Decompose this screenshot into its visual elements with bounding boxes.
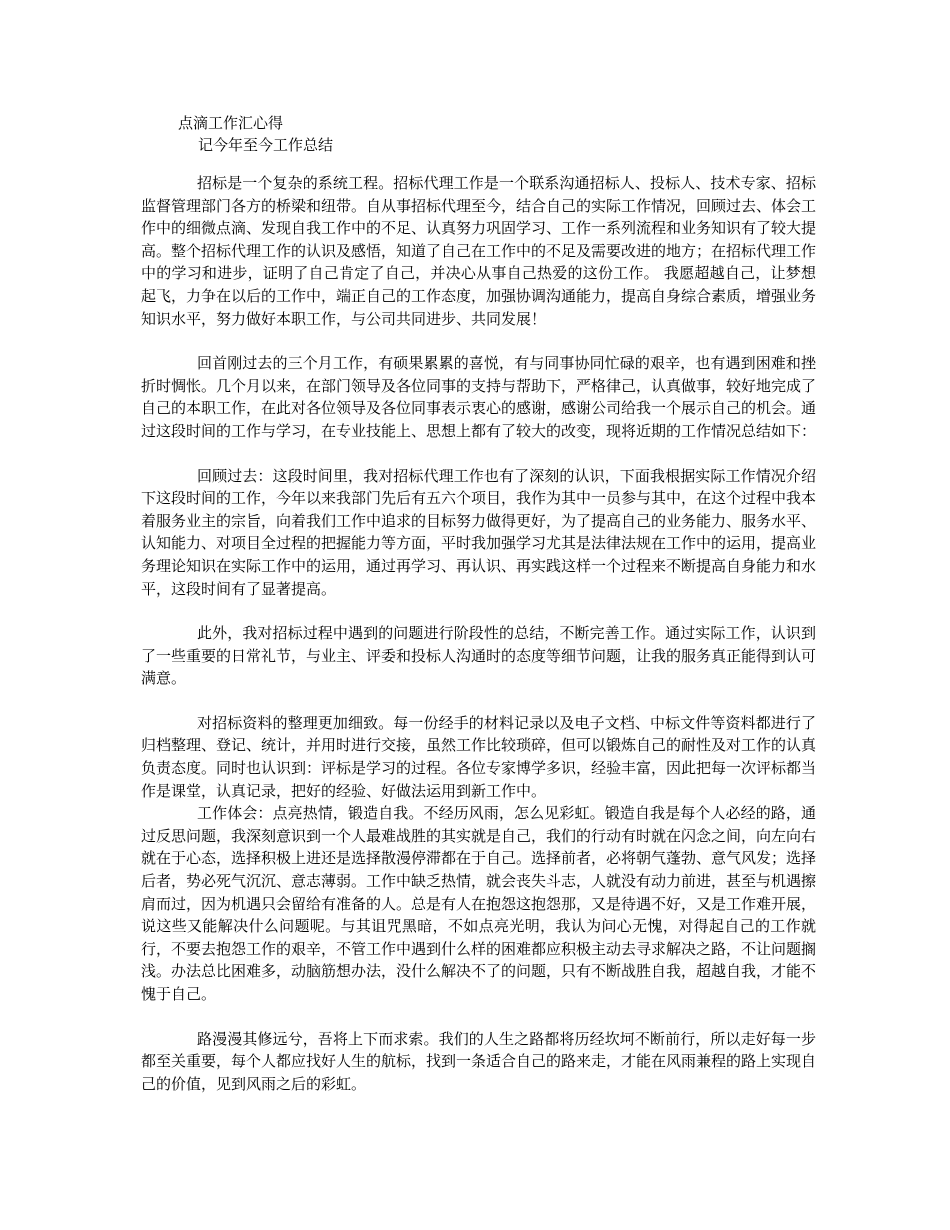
document-body (141, 172, 816, 1095)
paragraph-looking-back: 回顾过去：这段时间里，我对招标代理工作也有了深刻的认识，下面我根据实际工作情况介绍下这段时间的工作，今年以来我部门先后有五六个项目，我作为其中一员参与其中，在这个过程中我本着服务业主的宗旨，向着我们工作中追求的目标努力做得更好，为了提高自己的业务能力、服务水平、认知能力、对项目全过程的把握能力等方面，平时我加强学习尤其是法律法规在工作中的运用，提高业务理论知识在实际工作中的运用，通过再学习、再认识、再实践这样一个过程来不断提高自身能力和水平，这段时间有了显著提高。 (141, 466, 817, 598)
paragraph-intro: 招标是一个复杂的系统工程。招标代理工作是一个联系沟通招标人、投标人、技术专家、招标监督管理部门各方的桥梁和纽带。自从事招标代理至今，结合自己的实际工作情况，回顾过去、体会工作中的细微点滴、发现自我工作中的不足、认真努力巩固学习、工作一系列流程和业务知识有了较大提高。整个招标代理工作的认识及感悟，知道了自己在工作中的不足及需要改进的地方；在招标代理工作中的学习和进步，证明了自己肯定了自己，并决心从事自己热爱的这份工作。 我愿超越自己，让梦想起飞，力争在以后的工作中，端正自己的工作态度，加强协调沟通能力，提高自身综合素质，增强业务知识水平，努力做好本职工作，与公司共同进步、共同发展！ (141, 174, 817, 328)
document-title: 点滴工作汇心得 (178, 114, 284, 132)
paragraph-problems: 此外，我对招标过程中遇到的问题进行阶段性的总结，不断完善工作。通过实际工作，认识到了一些重要的日常礼节，与业主、评委和投标人沟通时的态度等细节问题，让我的服务真正能得到认可满意。 (141, 624, 817, 688)
paragraph-review: 回首刚过去的三个月工作，有硕果累累的喜悦，有与同事协同忙碌的艰辛，也有遇到困难和挫折时惆怅。几个月以来，在部门领导及各位同事的支持与帮助下，严格律己，认真做事，较好地完成了自己的本职工作，在此对各位领导及各位同事表示衷心的感谢，感谢公司给我一个展示自己的机会。通过这段时间的工作与学习，在专业技能上、思想上都有了较大的改变，现将近期的工作情况总结如下： (141, 354, 817, 440)
paragraph-materials: 对招标资料的整理更加细致。每一份经手的材料记录以及电子文档、中标文件等资料都进行了归档整理、登记、统计，并用时进行交接，虽然工作比较琐碎，但可以锻炼自己的耐性及对工作的认真负责态度。同时也认识到：评标是学习的过程。各位专家博学多识，经验丰富，因此把每一次评标都当作是课堂，认真记录，把好的经验、好做法运用到新工作中。 (141, 713, 817, 800)
document-subtitle: 记今年至今工作总结 (198, 136, 334, 154)
paragraph-experience: 工作体会：点亮热情，锻造自我。不经历风雨，怎么见彩虹。锻造自我是每个人必经的路，通过反思问题，我深刻意识到一个人最难战胜的其实就是自己，我们的行动有时就在闪念之间，向左向右就在于心态，选择积极上进还是选择散漫停滞都在于自己。选择前者，必将朝气蓬勃、意气风发；选择后者，势必死气沉沉、意志薄弱。工作中缺乏热情，就会丧失斗志，人就没有动力前进，甚至与机遇擦肩而过，因为机遇只会留给有准备的人。总是有人在抱怨这抱怨那，又是待遇不好，又是工作难开展，说这些又能解决什么问题呢。与其诅咒黑暗，不如点亮光明，我认为问心无愧，对得起自己的工作就行，不要去抱怨工作的艰辛，不管工作中遇到什么样的困难都应积极主动去寻求解决之路，不让问题搁浅。办法总比困难多，动脑筋想办法，没什么解决不了的问题，只有不断战胜自我，超越自我，才能不愧于自己。 (141, 804, 817, 1003)
paragraph-conclusion: 路漫漫其修远兮，吾将上下而求索。我们的人生之路都将历经坎坷不断前行，所以走好每一步都至关重要，每个人都应找好人生的航标，找到一条适合自己的路来走，才能在风雨兼程的路上实现自己的价值，见到风雨之后的彩虹。 (141, 1029, 817, 1093)
